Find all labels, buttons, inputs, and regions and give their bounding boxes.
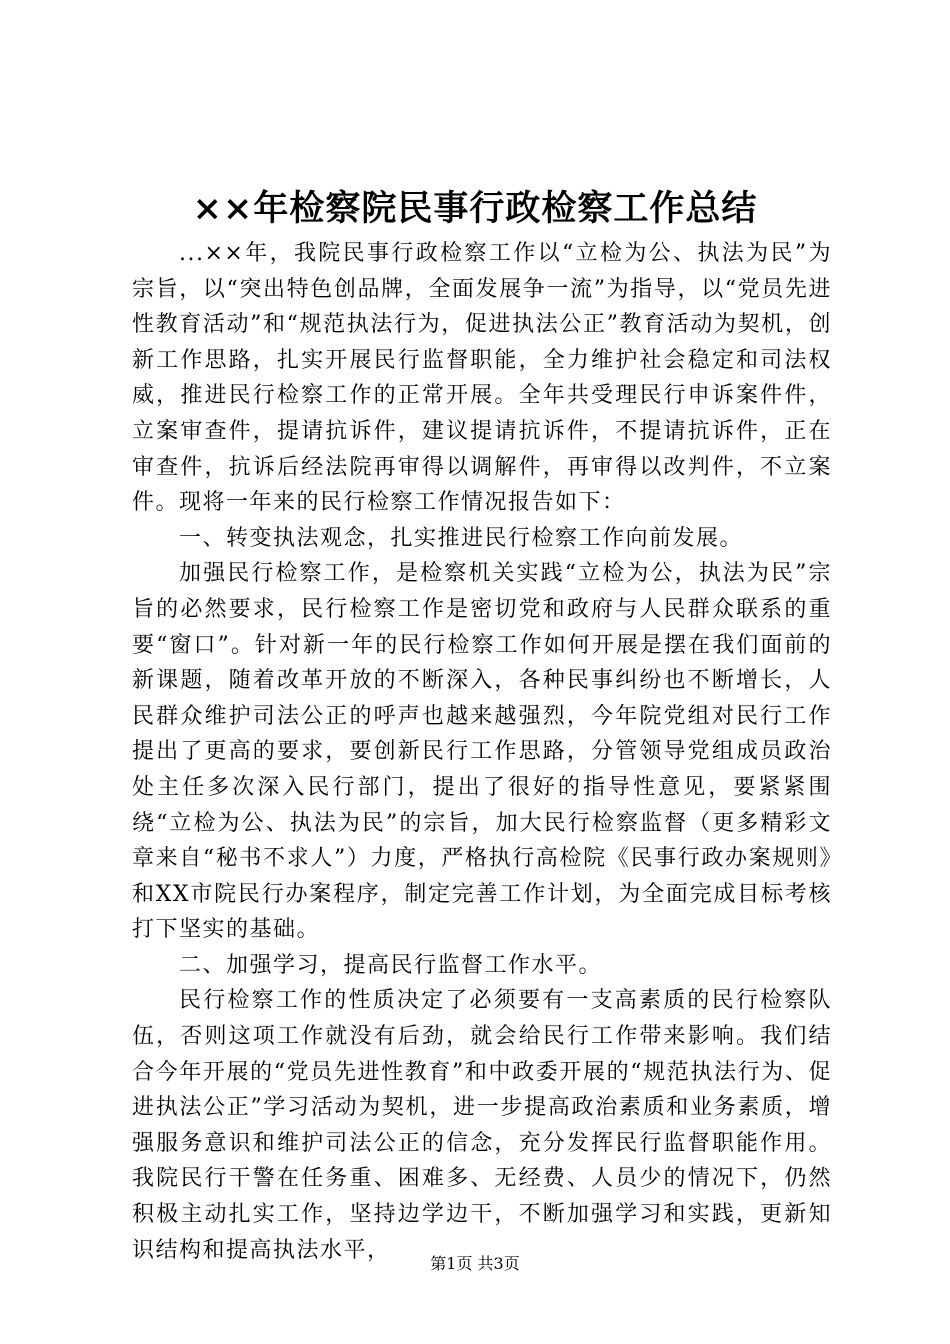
page-footer: 第1页 共3页 — [430, 1254, 520, 1273]
paragraph-section-1: 加强民行检察工作，是检察机关实践“立检为公，执法为民”宗旨的必然要求，民行检察工作是密切党和政府与人民群众联系的重要“窗口”。针对新一年的民行检察工作如何开展是摆在我们面前的新课题，随着改革开放的不断深入，各种民事纠纷也不断增长，人民群众维护司法公正的呼声也越来越强烈，今年院党组对民行工作提出了更高的要求，要创新民行工作思路，分管领导党组成员政治处主任多次深入民行部门，提出了很好的指导性意见，要紧紧围绕“立检为公、执法为民”的宗旨，加大民行检察监督（更多精彩文章来自“秘书不求人”）力度，严格执行高检院《民事行政办案规则》和XX市院民行办案程序，制定完善工作计划，为全面完成目标考核打下坚实的基础。 — [132, 561, 832, 943]
section-heading-2: 二、加强学习，提高民行监督工作水平。 — [179, 952, 603, 978]
document-title: ××年检察院民事行政检察工作总结 — [192, 188, 758, 229]
paragraph-intro: ...××年，我院民事行政检察工作以“立检为公、执法为民”为宗旨，以“突出特色创品牌，全面发展争一流”为指导，以“党员先进性教育活动”和“规范执法行为，促进执法公正”教育活动为契机，创新工作思路，扎实开展民行监督职能，全力维护社会稳定和司法权威，推进民行检察工作的正常开展。全年共受理民行申诉案件件，立案审查件，提请抗诉件，建议提请抗诉件，不提请抗诉件，正在审查件，抗诉后经法院再审得以调解件，再审得以改判件，不立案件。现将一年来的民行检察工作情况报告如下： — [132, 241, 832, 516]
paragraph-section-2: 民行检察工作的性质决定了必须要有一支高素质的民行检察队伍，否则这项工作就没有后劲，就会给民行工作带来影响。我们结合今年开展的“党员先进性教育”和中政委开展的“规范执法行为、促进执法公正”学习活动为契机，进一步提高政治素质和业务素质，增强服务意识和维护司法公正的信念，充分发挥民行监督职能作用。我院民行干警在任务重、困难多、无经费、人员少的情况下，仍然积极主动扎实工作，坚持边学边干，不断加强学习和实践，更新知识结构和提高执法水平， — [132, 988, 832, 1263]
section-heading-1: 一、转变执法观念，扎实推进民行检察工作向前发展。 — [179, 525, 744, 551]
document-body — [132, 236, 832, 1268]
